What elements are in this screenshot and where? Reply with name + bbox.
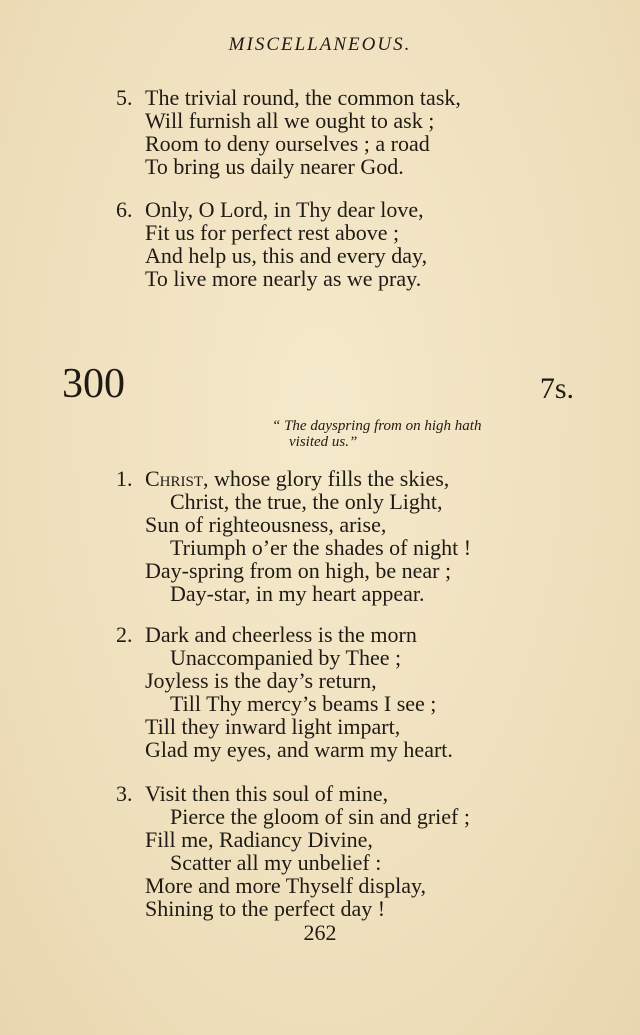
verse-line: Day-spring from on high, be near ;	[145, 558, 452, 583]
verse-line: More and more Thyself display,	[145, 873, 427, 898]
stanza-1	[116, 467, 471, 605]
running-head: MISCELLANEOUS.	[228, 34, 412, 55]
stanza-number: 3.	[116, 781, 133, 806]
epigraph-line: “ The dayspring from on high hath	[272, 418, 482, 434]
stanza-3	[116, 782, 470, 920]
verse-line: Joyless is the day’s return,	[145, 668, 377, 693]
verse-line: 2. Dark and cheerless is the morn	[116, 622, 417, 647]
verse-line: Unaccompanied by Thee ;	[170, 645, 402, 670]
verse-line: Day-star, in my heart appear.	[170, 581, 425, 606]
verse-line: To live more nearly as we pray.	[145, 266, 422, 291]
hymn-number: 300	[62, 361, 125, 407]
verse-line: Sun of righteousness, arise,	[145, 512, 387, 537]
verse-line: 5. The trivial round, the common task,	[116, 85, 461, 110]
stanza-number: 1.	[116, 466, 133, 491]
verse-line: Christ, the true, the only Light,	[170, 489, 443, 514]
stanza-number: 5.	[116, 85, 133, 110]
verse-line: To bring us daily nearer God.	[145, 154, 404, 179]
epigraph	[272, 418, 592, 450]
verse-line: Will furnish all we ought to ask ;	[145, 108, 435, 133]
stanza-6	[116, 198, 427, 290]
verse-line: Till they inward light impart,	[145, 714, 401, 739]
verse-line: And help us, this and every day,	[145, 243, 428, 268]
epigraph-line: visited us.”	[289, 434, 358, 450]
verse-line: 1. Christ, whose glory fills the skies,	[116, 466, 450, 491]
stanza-number: 6.	[116, 197, 133, 222]
verse-line: 6. Only, O Lord, in Thy dear love,	[116, 197, 424, 222]
verse-line: Till Thy mercy’s beams I see ;	[170, 691, 437, 716]
hymn-meter: 7s.	[539, 372, 574, 405]
verse-line: Triumph o’er the shades of night !	[170, 535, 472, 560]
initial-word: Christ,	[145, 466, 209, 491]
stanza-2	[116, 623, 453, 761]
stanza-number: 2.	[116, 622, 133, 647]
verse-line: Fill me, Radiancy Divine,	[145, 827, 373, 852]
verse-line: Pierce the gloom of sin and grief ;	[170, 804, 470, 829]
verse-line: Fit us for perfect rest above ;	[145, 220, 400, 245]
stanza-5	[116, 86, 461, 178]
verse-line: 3. Visit then this soul of mine,	[116, 781, 389, 806]
page-number: 262	[303, 920, 337, 945]
verse-line: Glad my eyes, and warm my heart.	[145, 737, 453, 762]
verse-line: Room to deny ourselves ; a road	[145, 131, 430, 156]
verse-line: Shining to the perfect day !	[145, 896, 386, 921]
verse-line: Scatter all my unbelief :	[170, 850, 382, 875]
